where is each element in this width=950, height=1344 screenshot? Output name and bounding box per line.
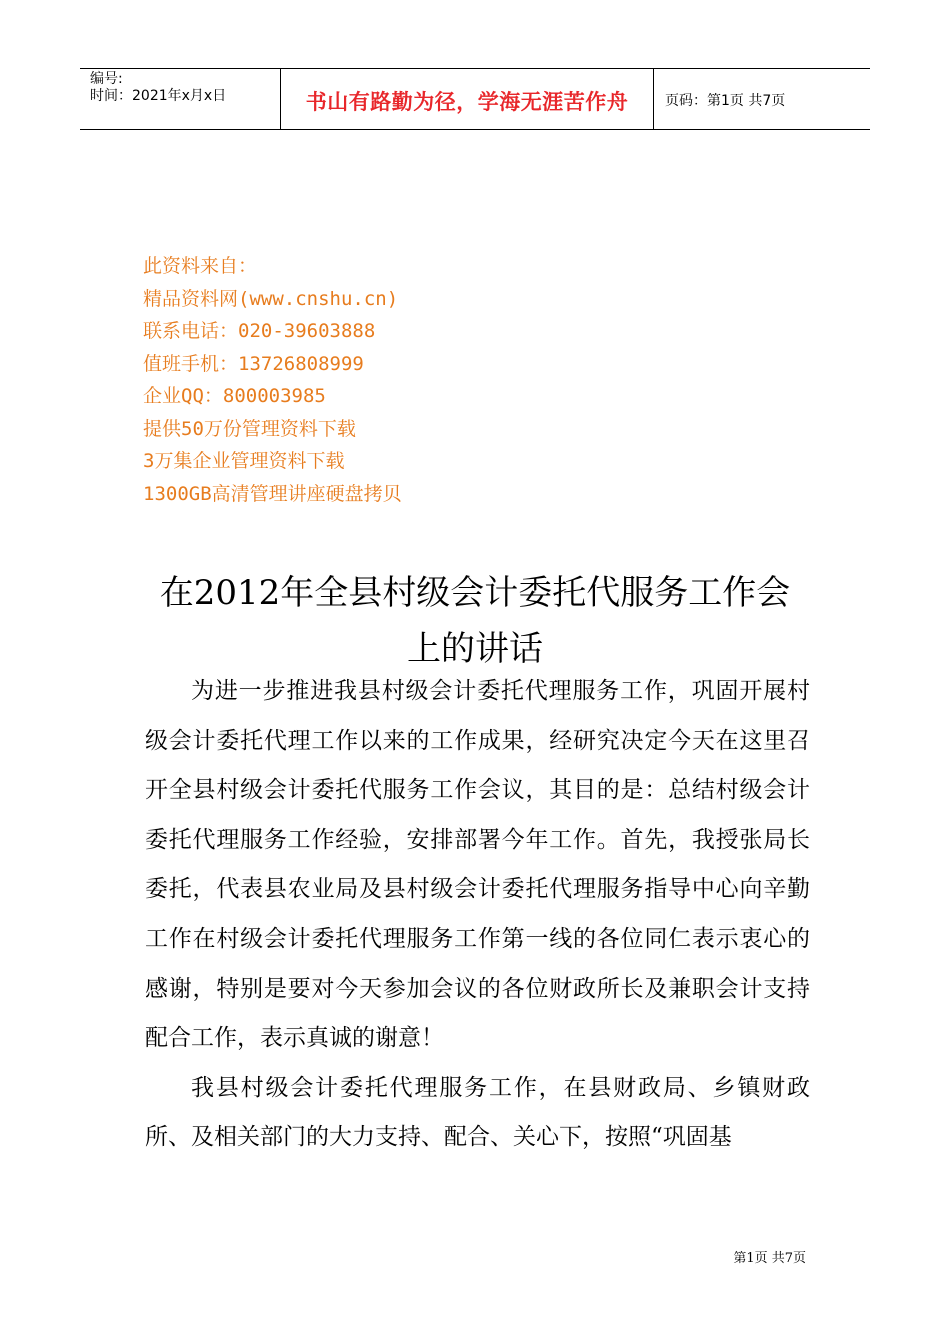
document-header	[80, 68, 870, 130]
body-paragraph: 我县村级会计委托代理服务工作，在县财政局、乡镇财政所、及相关部门的大力支持、配合、关心下，按照“巩固基	[145, 1074, 810, 1151]
header-meta-cell	[80, 69, 280, 129]
header-page-info: 页码：第1页 共7页	[665, 93, 786, 109]
page-footer: 第1页 共7页	[733, 1251, 806, 1266]
source-line: 企业QQ：800003985	[143, 385, 326, 407]
document-body	[145, 667, 810, 1163]
source-line: 提供50万份管理资料下载	[143, 417, 356, 440]
body-paragraph: 为进一步推进我县村级会计委托代理服务工作，巩固开展村级会计委托代理工作以来的工作成果，经研究决定今天在这里召开全县村级会计委托代服务工作会议，其目的是：总结村级会计委托代理服务工作经验，安排部署今年工作。首先，我授张局长委托，代表县农业局及县村级会计委托代理服务指导中心向辛勤工作在村级会计委托代理服务工作第一线的各位同仁表示衷心的感谢，特别是要对今天参加会议的各位财政所长及兼职会计支持配合工作，表示真诚的谢意！	[145, 678, 810, 1052]
serial-label: 编号:	[90, 71, 123, 87]
header-motto: 书山有路勤为径，学海无涯苦作舟	[305, 90, 629, 114]
date-label: 时间：2021年x月x日	[90, 88, 227, 104]
source-line: 3万集企业管理资料下载	[143, 450, 345, 472]
document-title	[130, 565, 820, 677]
title-line: 上的讲话	[407, 629, 543, 669]
header-motto-cell	[280, 69, 654, 129]
source-line: 联系电话：020-39603888	[143, 320, 376, 342]
source-info-block	[143, 250, 402, 510]
source-line: 精品资料网(www.cnshu.cn)	[143, 287, 399, 310]
source-line: 此资料来自：	[143, 255, 258, 277]
source-line: 1300GB高清管理讲座硬盘拷贝	[143, 482, 402, 505]
source-line: 值班手机：13726808999	[143, 352, 364, 375]
header-page-cell	[653, 69, 870, 129]
title-line: 在2012年全县村级会计委托代服务工作会	[159, 573, 791, 613]
